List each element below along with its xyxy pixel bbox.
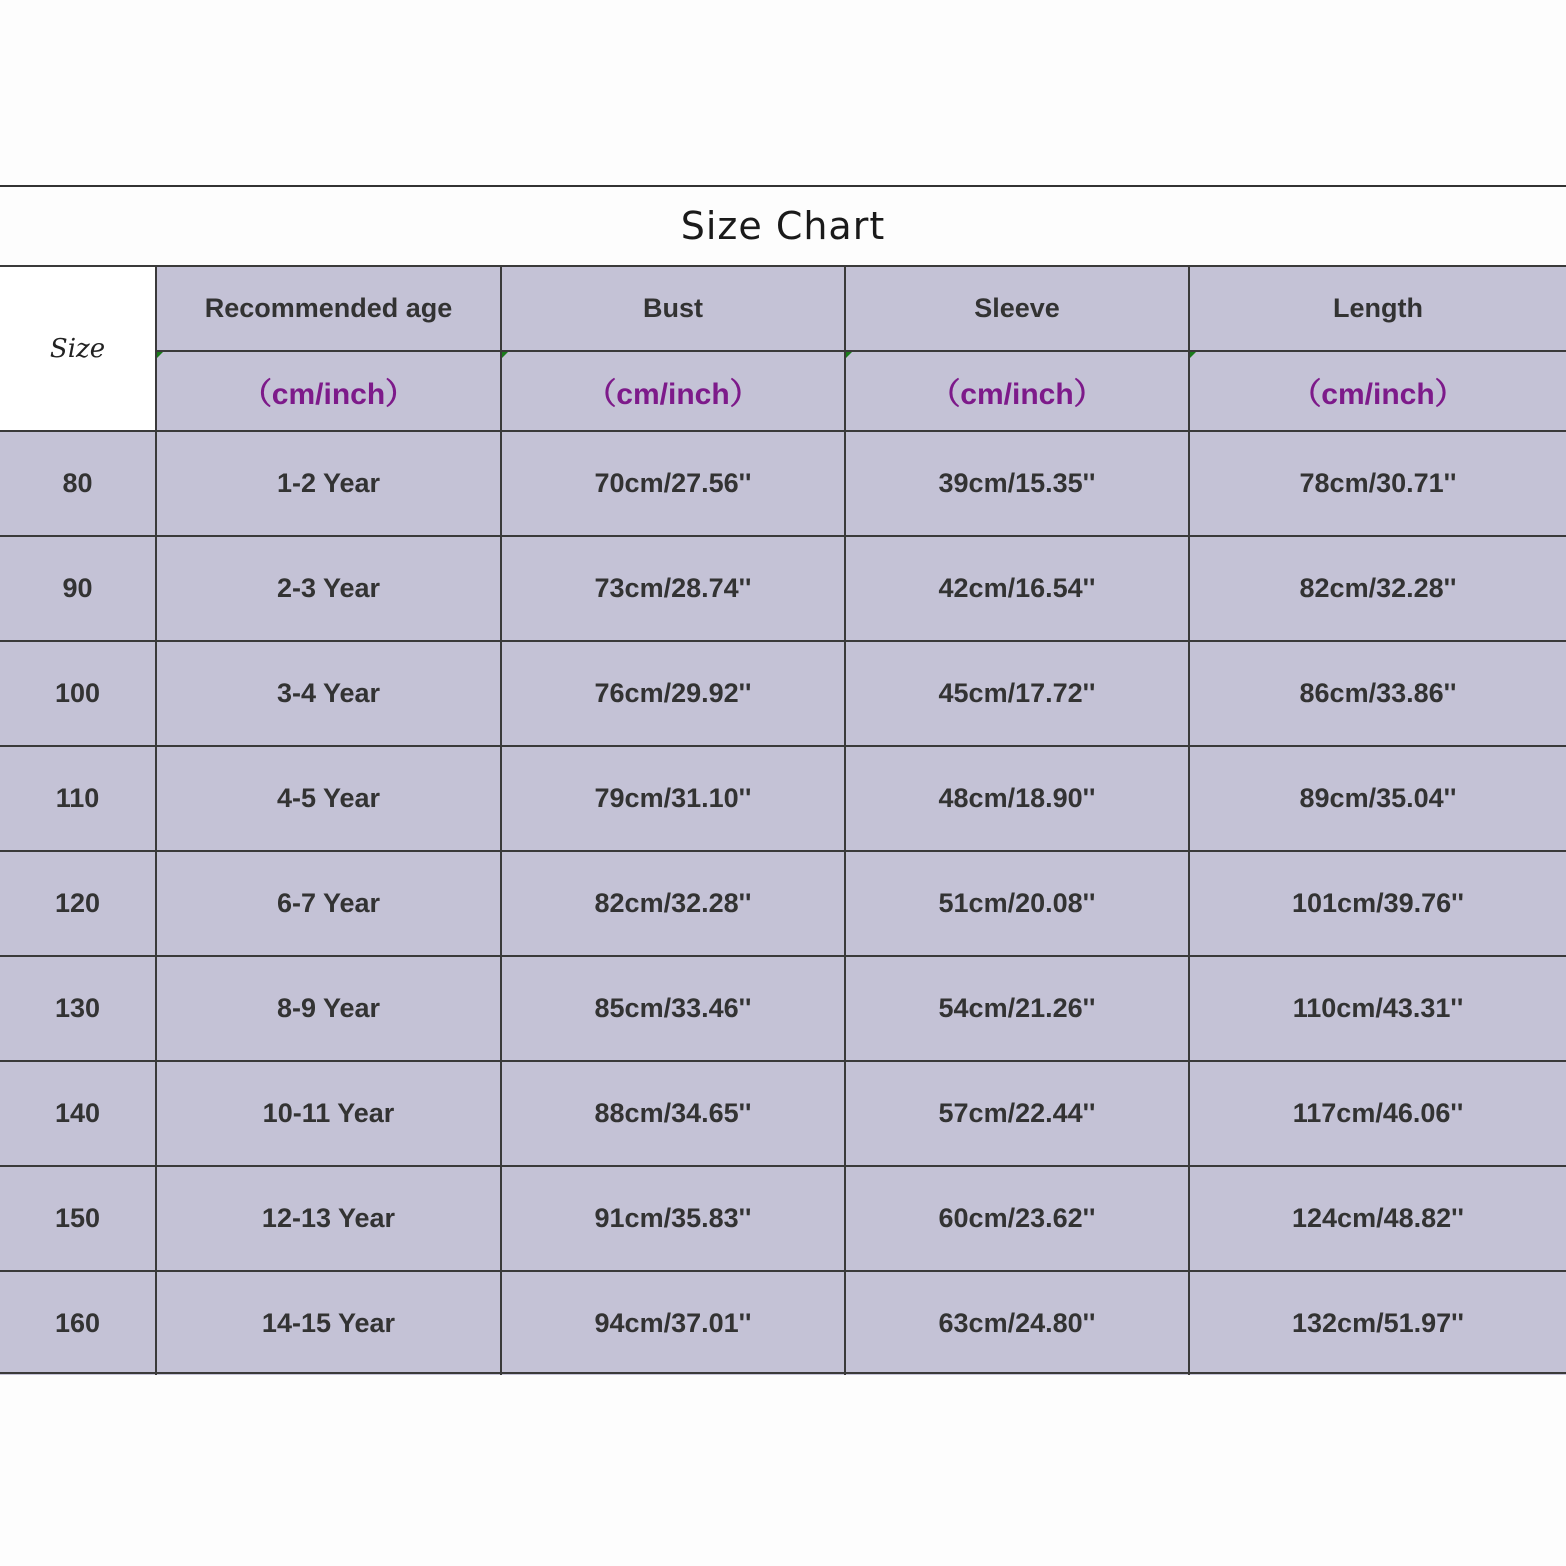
age-cell: 10-11 Year bbox=[155, 1060, 500, 1165]
unit-label: （cm/inch） bbox=[155, 350, 500, 430]
column-header: Bust bbox=[500, 265, 844, 350]
sleeve-cell: 42cm/16.54'' bbox=[844, 535, 1188, 640]
cell-marker bbox=[1190, 352, 1196, 358]
age-cell: 1-2 Year bbox=[155, 430, 500, 535]
length-cell: 124cm/48.82'' bbox=[1188, 1165, 1566, 1270]
age-cell: 2-3 Year bbox=[155, 535, 500, 640]
column-header: Recommended age bbox=[155, 265, 500, 350]
unit-label: （cm/inch） bbox=[844, 350, 1188, 430]
length-cell: 117cm/46.06'' bbox=[1188, 1060, 1566, 1165]
sleeve-cell: 45cm/17.72'' bbox=[844, 640, 1188, 745]
age-cell: 14-15 Year bbox=[155, 1270, 500, 1375]
size-column-header: Size bbox=[0, 265, 155, 430]
unit-label: （cm/inch） bbox=[500, 350, 844, 430]
sleeve-cell: 39cm/15.35'' bbox=[844, 430, 1188, 535]
column-header: Length bbox=[1188, 265, 1566, 350]
cell-marker bbox=[846, 352, 852, 358]
sleeve-cell: 54cm/21.26'' bbox=[844, 955, 1188, 1060]
length-cell: 110cm/43.31'' bbox=[1188, 955, 1566, 1060]
size-cell: 100 bbox=[0, 640, 155, 745]
length-cell: 132cm/51.97'' bbox=[1188, 1270, 1566, 1375]
cell-marker bbox=[502, 352, 508, 358]
age-cell: 4-5 Year bbox=[155, 745, 500, 850]
age-cell: 6-7 Year bbox=[155, 850, 500, 955]
sleeve-cell: 57cm/22.44'' bbox=[844, 1060, 1188, 1165]
sleeve-cell: 51cm/20.08'' bbox=[844, 850, 1188, 955]
bust-cell: 85cm/33.46'' bbox=[500, 955, 844, 1060]
length-cell: 89cm/35.04'' bbox=[1188, 745, 1566, 850]
size-cell: 160 bbox=[0, 1270, 155, 1375]
sleeve-cell: 60cm/23.62'' bbox=[844, 1165, 1188, 1270]
bottom-rule bbox=[0, 1372, 1566, 1374]
age-cell: 12-13 Year bbox=[155, 1165, 500, 1270]
bust-cell: 76cm/29.92'' bbox=[500, 640, 844, 745]
size-cell: 130 bbox=[0, 955, 155, 1060]
age-cell: 8-9 Year bbox=[155, 955, 500, 1060]
length-cell: 86cm/33.86'' bbox=[1188, 640, 1566, 745]
size-cell: 120 bbox=[0, 850, 155, 955]
size-cell: 90 bbox=[0, 535, 155, 640]
bust-cell: 88cm/34.65'' bbox=[500, 1060, 844, 1165]
bust-cell: 91cm/35.83'' bbox=[500, 1165, 844, 1270]
age-cell: 3-4 Year bbox=[155, 640, 500, 745]
bust-cell: 79cm/31.10'' bbox=[500, 745, 844, 850]
length-cell: 101cm/39.76'' bbox=[1188, 850, 1566, 955]
sleeve-cell: 48cm/18.90'' bbox=[844, 745, 1188, 850]
size-cell: 110 bbox=[0, 745, 155, 850]
bust-cell: 94cm/37.01'' bbox=[500, 1270, 844, 1375]
size-cell: 150 bbox=[0, 1165, 155, 1270]
bust-cell: 82cm/32.28'' bbox=[500, 850, 844, 955]
cell-marker bbox=[157, 352, 163, 358]
bust-cell: 73cm/28.74'' bbox=[500, 535, 844, 640]
chart-title: Size Chart bbox=[680, 204, 886, 248]
size-cell: 140 bbox=[0, 1060, 155, 1165]
unit-label: （cm/inch） bbox=[1188, 350, 1566, 430]
sleeve-cell: 63cm/24.80'' bbox=[844, 1270, 1188, 1375]
length-cell: 82cm/32.28'' bbox=[1188, 535, 1566, 640]
size-cell: 80 bbox=[0, 430, 155, 535]
bust-cell: 70cm/27.56'' bbox=[500, 430, 844, 535]
column-header: Sleeve bbox=[844, 265, 1188, 350]
length-cell: 78cm/30.71'' bbox=[1188, 430, 1566, 535]
